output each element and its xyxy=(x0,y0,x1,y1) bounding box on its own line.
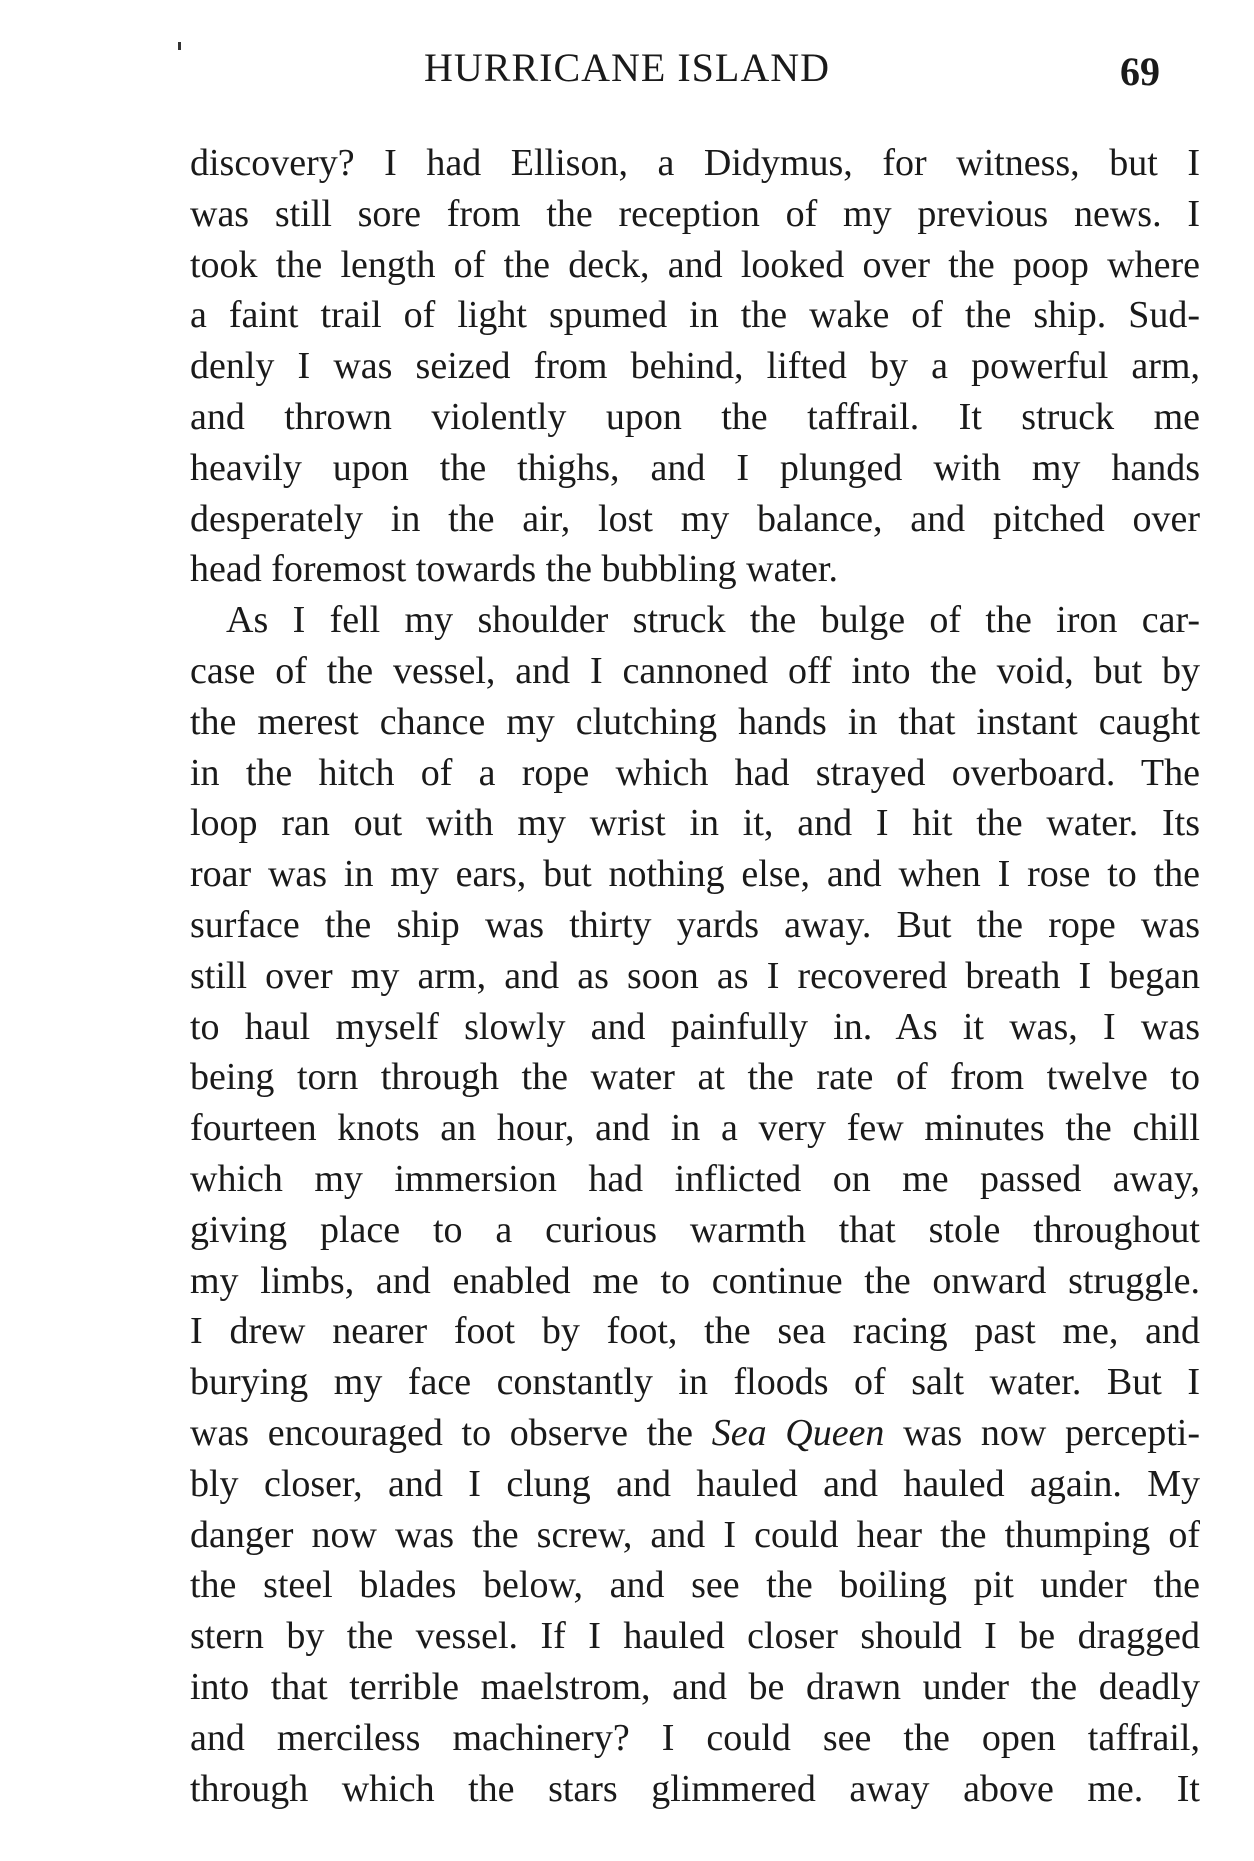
text-line: heavily upon the thighs, and I plunged with my hands xyxy=(190,446,1200,489)
text-line: which my immersion had inflicted on me passed away, xyxy=(190,1157,1200,1200)
text-line: bly closer, and I clung and hauled and hauled again. My xyxy=(190,1462,1200,1505)
print-mark xyxy=(178,42,181,50)
text-line: into that terrible maelstrom, and be drawn under the deadly xyxy=(190,1665,1200,1708)
text-line: in the hitch of a rope which had strayed overboard. The xyxy=(190,751,1200,794)
paragraph-2 xyxy=(190,595,1200,1814)
text-line: my limbs, and enabled me to continue the onward struggle. xyxy=(190,1259,1200,1302)
text-line: burying my face constantly in floods of salt water. But I xyxy=(190,1361,1200,1404)
text-line: head foremost towards the bubbling water. xyxy=(190,548,838,591)
text-line: was still sore from the reception of my previous news. I xyxy=(190,192,1200,235)
text-fragment: was encouraged to observe the xyxy=(190,1411,694,1454)
text-line: As I fell my shoulder struck the bulge of the iron car- xyxy=(226,599,1200,642)
ship-name-italic: Sea Queen xyxy=(711,1411,885,1454)
text-line: loop ran out with my wrist in it, and I hit the water. Its xyxy=(190,802,1200,845)
body-text xyxy=(190,138,1200,1814)
text-line: through which the stars glimmered away above me. It xyxy=(190,1767,1200,1810)
text-line: fourteen knots an hour, and in a very few minutes the chill xyxy=(190,1107,1200,1150)
text-line: being torn through the water at the rate of from twelve to xyxy=(190,1056,1200,1099)
text-line: I drew nearer foot by foot, the sea racing past me, and xyxy=(190,1310,1200,1353)
page-number: 69 xyxy=(1120,49,1160,94)
text-line: giving place to a curious warmth that stole throughout xyxy=(190,1208,1200,1251)
text-fragment: was now percepti- xyxy=(903,1411,1200,1454)
text-line: and thrown violently upon the taffrail. It struck me xyxy=(190,395,1200,438)
text-line: a faint trail of light spumed in the wake of the ship. Sud- xyxy=(190,294,1200,337)
text-line: discovery? I had Ellison, a Didymus, for witness, but I xyxy=(190,142,1200,184)
running-head xyxy=(0,38,1254,98)
text-line: surface the ship was thirty yards away. But the rope was xyxy=(190,903,1200,946)
text-line: the merest chance my clutching hands in that instant caught xyxy=(190,700,1200,743)
text-line-with-ship-name xyxy=(190,1408,1200,1459)
text-line: to haul myself slowly and painfully in. As it was, I was xyxy=(190,1005,1200,1048)
text-line: roar was in my ears, but nothing else, and when I rose to the xyxy=(190,853,1200,896)
text-line: stern by the vessel. If I hauled closer should I be dragged xyxy=(190,1615,1200,1658)
running-title: HURRICANE ISLAND xyxy=(424,45,830,90)
text-line: case of the vessel, and I cannoned off into the void, but by xyxy=(190,649,1200,692)
text-line: denly I was seized from behind, lifted by a powerful arm, xyxy=(190,345,1200,388)
paragraph-1 xyxy=(190,138,1200,595)
text-line: still over my arm, and as soon as I recovered breath I began xyxy=(190,954,1200,997)
text-line: and merciless machinery? I could see the open taffrail, xyxy=(190,1716,1200,1759)
text-line: the steel blades below, and see the boiling pit under the xyxy=(190,1564,1200,1607)
text-line: took the length of the deck, and looked over the poop where xyxy=(190,243,1200,286)
text-line: danger now was the screw, and I could hear the thumping of xyxy=(190,1513,1200,1556)
text-line: desperately in the air, lost my balance, and pitched over xyxy=(190,497,1200,540)
